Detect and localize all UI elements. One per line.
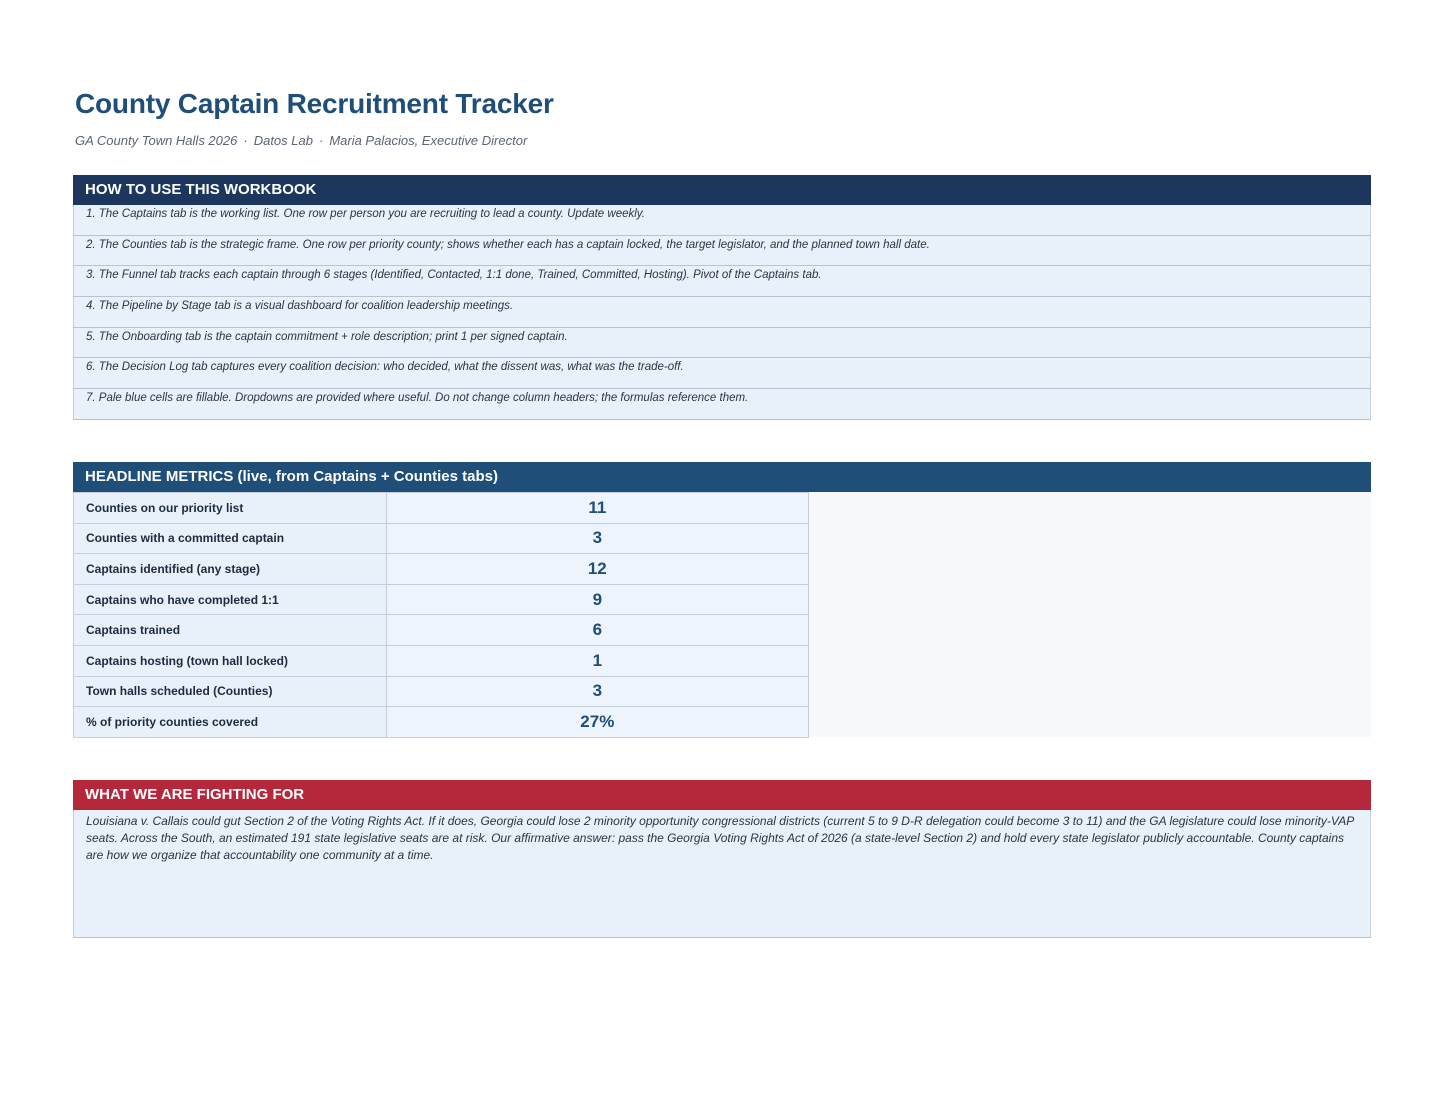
subtitle-campaign: GA County Town Halls 2026 [75, 133, 238, 148]
howto-item[interactable]: 7. Pale blue cells are fillable. Dropdowns are provided where useful. Do not change column headers; the formulas reference them. [73, 389, 1371, 420]
metrics-section [73, 462, 1371, 737]
metric-value[interactable]: 11 [386, 493, 808, 524]
metric-label[interactable]: Counties with a committed captain [74, 523, 387, 554]
metric-label[interactable]: Town halls scheduled (Counties) [74, 676, 387, 707]
metrics-empty-area [809, 492, 1371, 737]
metrics-header: HEADLINE METRICS (live, from Captains + Counties tabs) [73, 462, 1371, 492]
subtitle-separator: · [318, 133, 324, 148]
howto-header: HOW TO USE THIS WORKBOOK [73, 175, 1371, 205]
subtitle-author: Maria Palacios, Executive Director [329, 133, 528, 148]
metric-row [74, 584, 809, 615]
subtitle-org: Datos Lab [253, 133, 313, 148]
metric-row [74, 554, 809, 585]
metric-row [74, 615, 809, 646]
metric-value[interactable]: 3 [386, 676, 808, 707]
metric-row [74, 707, 809, 738]
metric-value[interactable]: 6 [386, 615, 808, 646]
howto-item[interactable]: 1. The Captains tab is the working list. One row per person you are recruiting to lead a county. Update weekly. [73, 205, 1371, 236]
metric-value[interactable]: 3 [386, 523, 808, 554]
metric-value[interactable]: 1 [386, 645, 808, 676]
fighting-header: WHAT WE ARE FIGHTING FOR [73, 780, 1371, 810]
metrics-body [73, 492, 1371, 737]
metrics-table [73, 492, 809, 738]
metric-label[interactable]: Counties on our priority list [74, 493, 387, 524]
subtitle-separator: · [243, 133, 248, 148]
metric-value[interactable]: 27% [386, 707, 808, 738]
metric-label[interactable]: Captains trained [74, 615, 387, 646]
fighting-body[interactable]: Louisiana v. Callais could gut Section 2 of the Voting Rights Act. If it does, Georgia could lose 2 minority opportunity congressional districts (current 5 to 9 D-R delegation could become 3 to 11) and the GA legislature could lose minority-VAP seats. Across the South, an estimated 191 state legislative seats are at risk. Our affirmative answer: pass the Georgia Voting Rights Act of 2026 (a state-level Section 2) and hold every state legislator publicly accountable. County captains are how we organize that accountability one community at a time. [73, 810, 1371, 938]
howto-item[interactable]: 6. The Decision Log tab captures every coalition decision: who decided, what the dissent was, what was the trade-off. [73, 358, 1371, 389]
metric-value[interactable]: 12 [386, 554, 808, 585]
howto-item[interactable]: 3. The Funnel tab tracks each captain through 6 stages (Identified, Contacted, 1:1 done, Trained, Committed, Hosting). Pivot of the Captains tab. [73, 266, 1371, 297]
metric-row [74, 493, 809, 524]
howto-item[interactable]: 2. The Counties tab is the strategic frame. One row per priority county; shows whether each has a captain locked, the target legislator, and the planned town hall date. [73, 236, 1371, 267]
metric-row [74, 523, 809, 554]
metric-label[interactable]: Captains who have completed 1:1 [74, 584, 387, 615]
howto-item[interactable]: 5. The Onboarding tab is the captain commitment + role description; print 1 per signed captain. [73, 328, 1371, 359]
metric-row [74, 676, 809, 707]
metric-label[interactable]: % of priority counties covered [74, 707, 387, 738]
howto-item[interactable]: 4. The Pipeline by Stage tab is a visual dashboard for coalition leadership meetings. [73, 297, 1371, 328]
metric-label[interactable]: Captains hosting (town hall locked) [74, 645, 387, 676]
howto-section [73, 175, 1371, 420]
metric-row [74, 645, 809, 676]
fighting-section [73, 780, 1371, 938]
metric-label[interactable]: Captains identified (any stage) [74, 554, 387, 585]
page-subtitle [75, 133, 527, 148]
page-title: County Captain Recruitment Tracker [75, 88, 554, 119]
metric-value[interactable]: 9 [386, 584, 808, 615]
